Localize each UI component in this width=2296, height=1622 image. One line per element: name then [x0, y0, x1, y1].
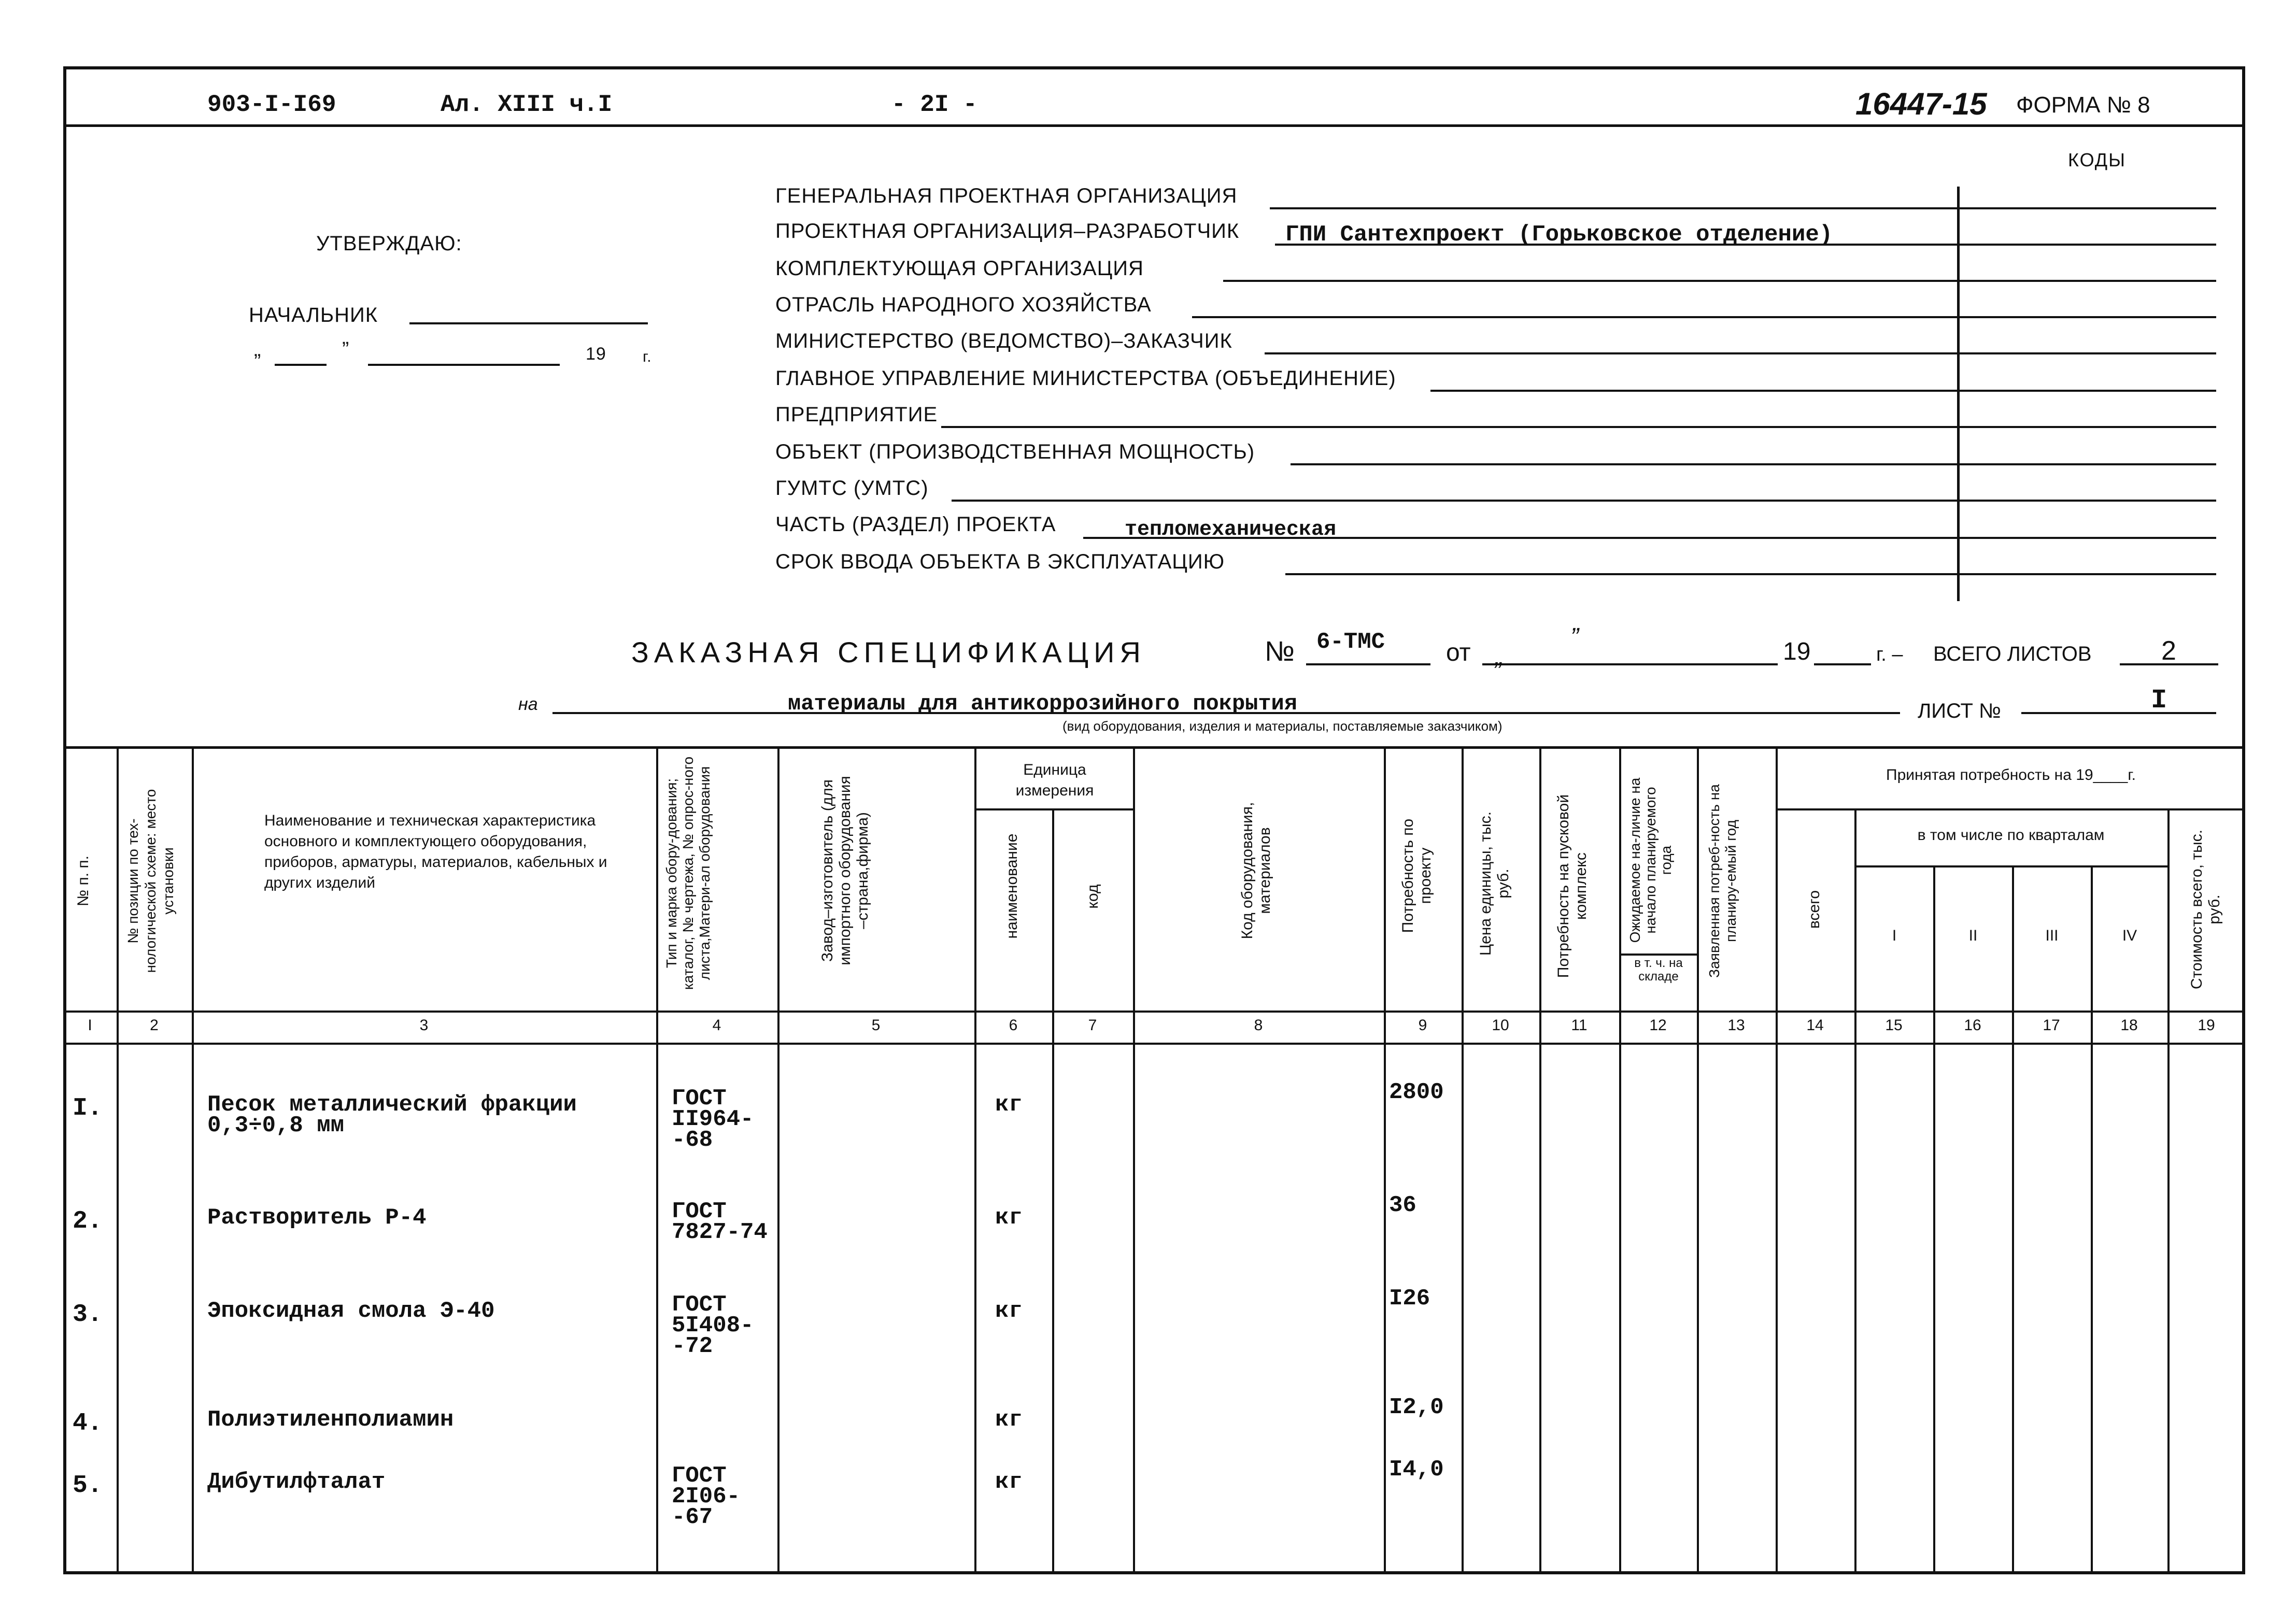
column-number: 6 — [1009, 1017, 1018, 1034]
column-number: 9 — [1418, 1017, 1427, 1034]
col-divider — [192, 746, 194, 1574]
col-divider — [117, 746, 119, 1574]
codes-divider — [1957, 187, 1960, 601]
h19: Стоимость всего, тыс. руб. — [2188, 829, 2223, 990]
deadline-line[interactable] — [1285, 573, 2216, 575]
table-top-border — [63, 746, 2245, 749]
spec-year-line — [1814, 663, 1871, 665]
column-number: 11 — [1571, 1017, 1588, 1034]
col-divider — [777, 746, 779, 1574]
q3: III — [2045, 927, 2059, 944]
col-divider — [974, 746, 976, 1574]
approve-label: УТВЕРЖДАЮ: — [316, 232, 462, 255]
col-divider — [1854, 808, 1856, 1574]
form-label: ФОРМА № 8 — [2016, 92, 2150, 118]
header-divider — [63, 124, 2245, 127]
codes-label: КОДЫ — [2068, 149, 2127, 170]
h10: Цена единицы, тыс. руб. — [1477, 811, 1512, 956]
enterprise-label: ПРЕДПРИЯТИЕ — [775, 403, 938, 426]
ministry-label: МИНИСТЕРСТВО (ВЕДОМСТВО)–ЗАКАЗЧИК — [775, 330, 1232, 352]
supply-org-line[interactable] — [1223, 280, 2216, 282]
column-number: 15 — [1885, 1017, 1903, 1034]
col-divider — [1933, 865, 1935, 1574]
part-label: ЧАСТЬ (РАЗДЕЛ) ПРОЕКТА — [775, 513, 1056, 536]
spec-number: 6-ТМС — [1316, 629, 1385, 655]
row-number: 2. — [73, 1207, 103, 1235]
supply-org-label: КОМПЛЕКТУЮЩАЯ ОРГАНИЗАЦИЯ — [775, 257, 1144, 280]
object-label: ОБЪЕКТ (ПРОИЗВОДСТВЕННАЯ МОЩНОСТЬ) — [775, 440, 1255, 463]
col-divider — [2012, 865, 2014, 1574]
col-divider — [1052, 808, 1054, 1574]
row-name: Эпоксидная смола Э-40 — [207, 1298, 495, 1324]
h6: наименование — [1003, 833, 1021, 939]
spec-subject-hint: (вид оборудования, изделия и материалы, поставляемые заказчиком) — [1062, 718, 1503, 734]
gumts-line[interactable] — [952, 500, 2216, 502]
column-number: 19 — [2198, 1017, 2215, 1034]
doc-code: 903-I-I69 — [207, 91, 336, 118]
h6-group: Единица измерения — [1015, 761, 1094, 799]
h5: Завод–изготовитель (для импортного оборудования –страна,фирма) — [819, 776, 871, 965]
row-unit: кг — [995, 1469, 1023, 1495]
deadline-label: СРОК ВВОДА ОБЪЕКТА В ЭКСПЛУАТАЦИЮ — [775, 550, 1225, 573]
h14: всего — [1806, 890, 1823, 929]
row-name: Песок металлический фракции 0,3÷0,8 мм — [207, 1092, 577, 1139]
column-number: 17 — [2043, 1017, 2060, 1034]
column-number: 12 — [1649, 1017, 1667, 1034]
h4: Тип и марка обору-дования; каталог, № чертежа, № опрос-ного листа,Матери-ал оборудования — [663, 756, 713, 990]
column-number: 5 — [871, 1017, 881, 1034]
ministry-line[interactable] — [1265, 352, 2216, 354]
h2: № позиции по тех-нологической схеме: место установки — [125, 789, 176, 973]
spec-year-prefix: 19 — [1783, 638, 1811, 665]
spec-on-label: на — [518, 694, 538, 714]
row-unit: кг — [995, 1092, 1023, 1118]
gumts-label: ГУМТС (УМТС) — [775, 477, 929, 500]
sheet-line — [2021, 712, 2216, 714]
accepted-group-line — [1776, 808, 2245, 810]
row-number: 3. — [73, 1301, 103, 1329]
chief-label: НАЧАЛЬНИК — [249, 304, 378, 326]
spec-from-label: от — [1446, 639, 1471, 666]
row-name: Дибутилфталат — [207, 1469, 386, 1495]
col-divider — [1384, 746, 1386, 1574]
h9: Потребность по проекту — [1399, 818, 1434, 933]
col-divider — [1539, 746, 1541, 1574]
spec-date-quote-2: ” — [1493, 658, 1501, 685]
header-bottom-border — [63, 1011, 2245, 1013]
general-org-line[interactable] — [1270, 207, 2216, 209]
main-dept-line[interactable] — [1430, 390, 2216, 392]
reg-number: 16447-15 — [1855, 87, 1987, 121]
col-divider — [2091, 865, 2093, 1574]
date-year-prefix: 19 — [586, 344, 606, 364]
row-qty: I26 — [1389, 1286, 1430, 1312]
row-gost: ГОСТ 7827-74 — [672, 1199, 768, 1245]
col-divider — [1619, 746, 1621, 1574]
row-gost: ГОСТ 5I408- -72 — [672, 1292, 754, 1359]
sheet-label: ЛИСТ № — [1918, 700, 2002, 722]
h8: Код оборудования, материалов — [1239, 802, 1273, 940]
column-number: 8 — [1254, 1017, 1263, 1034]
column-number: 18 — [2120, 1017, 2138, 1034]
enterprise-line[interactable] — [941, 426, 2216, 428]
h13: Заявленная потреб-ность на планиру-емый год — [1706, 784, 1739, 978]
colnum-bottom-border — [63, 1043, 2245, 1045]
date-quote-close: ” — [342, 338, 350, 361]
column-number: 3 — [419, 1017, 429, 1034]
date-year-suffix: г. — [643, 348, 652, 365]
main-dept-label: ГЛАВНОЕ УПРАВЛЕНИЕ МИНИСТЕРСТВА (ОБЪЕДИНЕНИЕ) — [775, 367, 1396, 390]
h12: Ожидаемое на-личие на начало планируемого года — [1627, 777, 1674, 943]
spec-number-line — [1306, 663, 1430, 665]
industry-label: ОТРАСЛЬ НАРОДНОГО ХОЗЯЙСТВА — [775, 293, 1152, 316]
col-divider — [1697, 746, 1699, 1574]
row-number: 5. — [73, 1472, 103, 1500]
design-org-line[interactable] — [1275, 244, 2216, 246]
column-number: 14 — [1806, 1017, 1824, 1034]
general-org-label: ГЕНЕРАЛЬНАЯ ПРОЕКТНАЯ ОРГАНИЗАЦИЯ — [775, 184, 1238, 207]
h14-group: Принятая потребность на 19____г. — [1886, 766, 2136, 784]
sheets-total-line — [2120, 663, 2218, 665]
col-divider — [1462, 746, 1464, 1574]
spec-date-quote: ” — [1570, 623, 1579, 651]
row-qty: I2,0 — [1389, 1395, 1444, 1420]
h12-sub: в т. ч. на складе — [1634, 956, 1683, 984]
h1: № п. п. — [75, 856, 92, 907]
spec-subject-line — [552, 712, 1900, 714]
spec-date-line — [1482, 663, 1778, 665]
spec-year-suffix: г. – — [1876, 644, 1903, 665]
column-number: 13 — [1727, 1017, 1745, 1034]
q4: IV — [2122, 927, 2137, 944]
row-unit: кг — [995, 1205, 1023, 1231]
column-number: 4 — [712, 1017, 721, 1034]
column-number: I — [88, 1017, 92, 1034]
h7: код — [1084, 884, 1101, 909]
date-day-line — [275, 364, 327, 366]
row-unit: кг — [995, 1298, 1023, 1324]
row-name: Полиэтиленполиамин — [207, 1407, 454, 1433]
col-divider — [1133, 746, 1135, 1574]
design-org-label: ПРОЕКТНАЯ ОРГАНИЗАЦИЯ–РАЗРАБОТЧИК — [775, 220, 1240, 243]
col-divider — [1776, 746, 1778, 1574]
row-qty: 2800 — [1389, 1079, 1444, 1105]
spec-number-label: № — [1265, 636, 1295, 667]
row-qty: 36 — [1389, 1192, 1416, 1218]
spec-title: ЗАКАЗНАЯ СПЕЦИФИКАЦИЯ — [631, 636, 1146, 668]
quarters-group-line — [1854, 865, 2167, 867]
column-number: 10 — [1492, 1017, 1509, 1034]
quarters-group: в том числе по кварталам — [1917, 827, 2105, 844]
date-month-line — [368, 364, 560, 366]
part-line[interactable] — [1083, 537, 2216, 539]
column-number: 16 — [1964, 1017, 1981, 1034]
sheets-total: 2 — [2161, 636, 2176, 666]
h11: Потребность на пусковой комплекс — [1555, 794, 1590, 978]
page-number: - 2I - — [891, 91, 977, 118]
row-number: I. — [73, 1094, 103, 1122]
row-gost: ГОСТ 2I06- -67 — [672, 1463, 741, 1530]
q1: I — [1892, 927, 1897, 944]
row-name: Растворитель Р-4 — [207, 1205, 427, 1231]
industry-line[interactable] — [1192, 316, 2216, 318]
sheet-number: I — [2151, 685, 2167, 716]
album-ref: Ал. XIII ч.I — [441, 91, 613, 118]
stock-sub-line — [1619, 954, 1697, 956]
h3: Наименование и техническая характеристика основного и комплектующего оборудования, приборов, арматуры, материалов, кабельных и других изделий — [264, 812, 607, 891]
row-qty: I4,0 — [1389, 1457, 1444, 1483]
chief-signature-line — [409, 322, 648, 324]
date-quote-open: „ — [254, 338, 262, 361]
part-value: тепломеханическая — [1125, 518, 1337, 542]
col-divider — [656, 746, 658, 1574]
row-gost: ГОСТ II964- -68 — [672, 1086, 754, 1153]
sheets-total-label: ВСЕГО ЛИСТОВ — [1933, 643, 2092, 665]
col-divider — [2167, 808, 2170, 1574]
spec-subject: материалы для антикоррозийного покрытия — [788, 691, 1297, 716]
unit-group-line — [974, 808, 1133, 810]
row-unit: кг — [995, 1407, 1023, 1433]
column-number: 2 — [150, 1017, 159, 1034]
object-line[interactable] — [1291, 463, 2216, 465]
row-number: 4. — [73, 1410, 103, 1438]
q2: II — [1968, 927, 1978, 944]
design-org-value: ГПИ Сантехпроект (Горьковское отделение) — [1285, 222, 1833, 248]
column-number: 7 — [1088, 1017, 1097, 1034]
